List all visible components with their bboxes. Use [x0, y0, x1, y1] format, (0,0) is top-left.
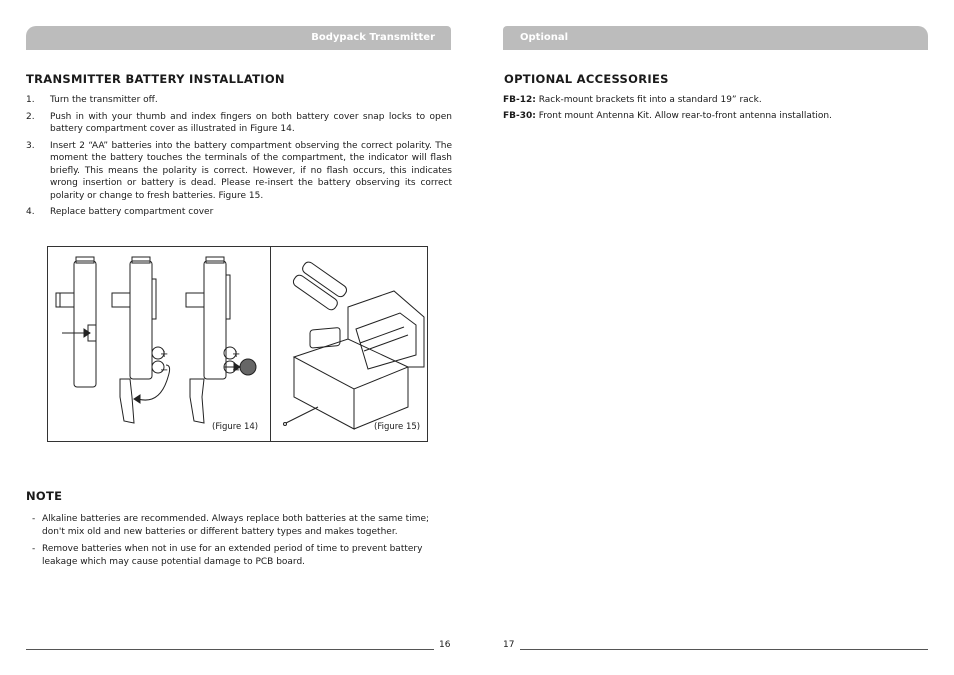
- transmitter-side-view-open: [186, 257, 256, 423]
- header-tab-bodypack-transmitter: Bodypack Transmitter: [26, 26, 451, 50]
- step-4: [26, 206, 452, 219]
- step-text: Replace battery compartment cover: [50, 207, 214, 217]
- step-text: Push in with your thumb and index fingers on both battery cover snap locks to open battery compartment cover as illustrated in Figure 14.: [50, 111, 452, 134]
- section-title-optional-accessories: OPTIONAL ACCESSORIES: [504, 72, 669, 86]
- accessory-desc: Rack-mount brackets fit into a standard 19” rack.: [535, 95, 762, 105]
- battery-installation-figure: [47, 246, 428, 442]
- left-page-number: 16: [439, 640, 451, 650]
- accessory-code: FB-30:: [503, 111, 536, 121]
- step-text: Insert 2 “AA” batteries into the battery compartment observing the correct polarity. The moment the battery touches the terminals of the compartment, the indicator will flash briefly. This means the polarity is correct. However, if no flash occurs, this indicates wrong insertion or battery is dead. Please re-insert the battery observing its correct polarity or change to fresh batteries. Figure 15.: [50, 140, 452, 201]
- note-item: [32, 543, 442, 568]
- figure14-minus-label: −: [160, 365, 169, 376]
- notes-list: [32, 513, 442, 573]
- step-1: [26, 94, 452, 107]
- step-2: [26, 111, 452, 136]
- figure14b-plus-label: +: [232, 349, 241, 360]
- note-text: Remove batteries when not in use for an extended period of time to prevent battery leakage which may cause potential damage to PCB board.: [42, 544, 423, 567]
- step-text: Turn the transmitter off.: [50, 95, 158, 105]
- accessory-desc: Front mount Antenna Kit. Allow rear-to-front antenna installation.: [535, 111, 832, 121]
- right-footer-rule: [520, 649, 928, 650]
- right-page-number: 17: [503, 640, 515, 650]
- note-title: NOTE: [26, 489, 63, 503]
- transmitter-side-view-opening: [112, 257, 170, 423]
- note-item: [32, 513, 442, 538]
- accessory-code: FB-12:: [503, 95, 536, 105]
- figure15-caption: (Figure 15): [374, 422, 421, 432]
- figure14b-minus-label: −: [232, 365, 241, 376]
- left-footer-rule: [26, 649, 434, 650]
- figure-illustration: [48, 247, 429, 443]
- accessory-fb30: [503, 110, 928, 122]
- accessory-fb12: [503, 94, 928, 106]
- note-dash: -: [32, 544, 36, 554]
- note-text: Alkaline batteries are recommended. Always replace both batteries at the same time; don't mix old and new batteries or different battery types and makes together.: [42, 514, 430, 537]
- figure14-caption: (Figure 14): [212, 422, 259, 432]
- transmitter-side-view-closed: [56, 257, 96, 387]
- header-tab-optional: Optional: [503, 26, 928, 50]
- transmitter-open-compartment-with-batteries: [284, 260, 425, 429]
- step-3: [26, 140, 452, 203]
- step-number: 3.: [26, 140, 35, 151]
- step-number: 4.: [26, 207, 35, 217]
- section-title-battery-installation: TRANSMITTER BATTERY INSTALLATION: [26, 72, 285, 86]
- note-dash: -: [32, 514, 36, 524]
- step-number: 1.: [26, 95, 35, 105]
- step-number: 2.: [26, 111, 35, 122]
- figure14-plus-label: +: [160, 349, 169, 360]
- installation-steps: [26, 94, 452, 223]
